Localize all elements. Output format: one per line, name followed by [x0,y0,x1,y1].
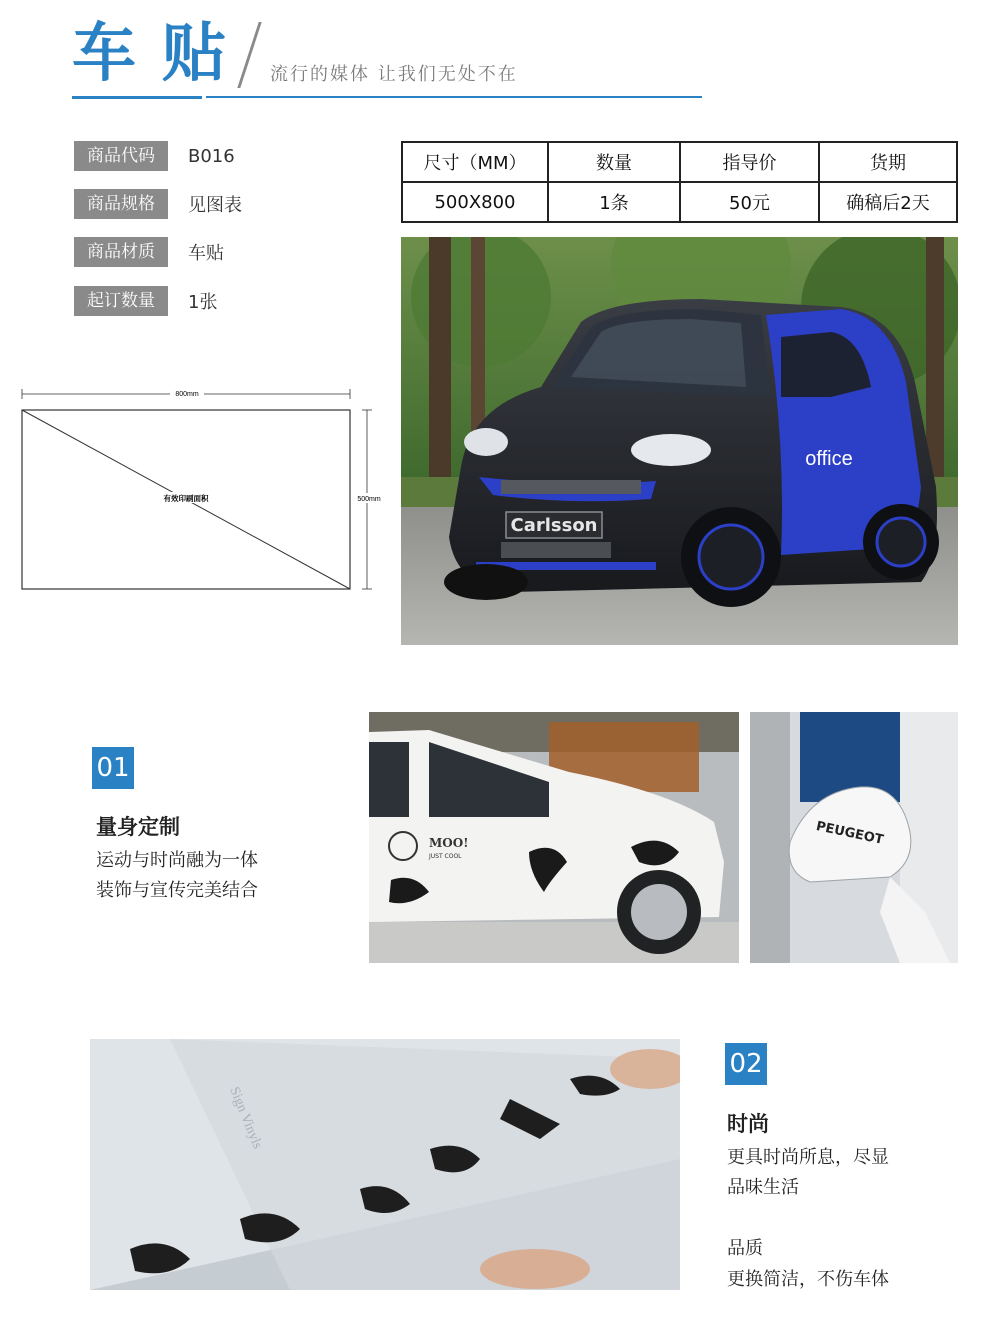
table-row [402,182,957,222]
cow-sticker-sub: JUST COOL [429,853,462,860]
spec-row-code [74,141,235,171]
feature-line: 运动与时尚融为一体 [96,850,258,871]
table-header-row [402,142,957,182]
spec-label: 起订数量 [74,286,168,316]
spec-value: B016 [188,145,235,167]
feature-line: 装饰与宣传完美结合 [96,880,258,901]
spec-label: 商品规格 [74,189,168,219]
width-label: 800mm [175,391,199,398]
spec-value: 车贴 [188,243,224,264]
office-sticker-text: office [805,448,853,470]
table-cell: 确稿后2天 [819,182,957,222]
table-cell: 500X800 [402,182,548,222]
feature-line: 品味生活 [727,1177,799,1198]
feature-title: 时尚 [727,1112,769,1136]
spec-row-min-order [74,286,217,316]
smart-car-photo [401,237,958,645]
header-rule [206,96,702,98]
header-rule-accent [72,96,202,99]
mirror-sticker-photo [750,712,958,963]
cow-sticker-text: MOO! [429,836,469,850]
feature-title: 量身定制 [96,815,180,839]
feature-subtitle: 品质 [727,1238,763,1259]
print-area-label: 有效印刷面积 [163,494,209,503]
mirror-brand-text: PEUGEOT [814,819,885,848]
spec-row-size [74,189,242,219]
page-title: 车贴 [72,17,252,91]
vinyl-brand-text: Sign Vinyls [226,1084,265,1152]
feature-badge-02: 02 [725,1043,767,1085]
spec-label: 商品材质 [74,237,168,267]
feature-line: 更具时尚所息，尽显 [727,1147,889,1168]
car-plate-text: Carlsson [510,515,598,536]
table-cell: 50元 [680,182,819,222]
spec-value: 1张 [188,292,218,313]
feature-badge-01: 01 [92,747,134,789]
table-header: 尺寸（MM） [402,142,548,182]
table-cell: 1条 [548,182,680,222]
table-header: 货期 [819,142,957,182]
table-header: 数量 [548,142,680,182]
cow-sticker-car-photo [369,712,739,963]
spec-label: 商品代码 [74,141,168,171]
page-subtitle: 流行的媒体 让我们无处不在 [270,64,518,85]
feature-line: 更换简洁，不伤车体 [727,1269,889,1290]
price-table [401,141,958,223]
spec-value: 见图表 [188,195,242,216]
spec-row-material [74,237,224,267]
height-label: 500mm [357,496,381,503]
table-header: 指导价 [680,142,819,182]
dimension-diagram [10,382,390,597]
vinyl-lettering-photo [90,1039,680,1290]
